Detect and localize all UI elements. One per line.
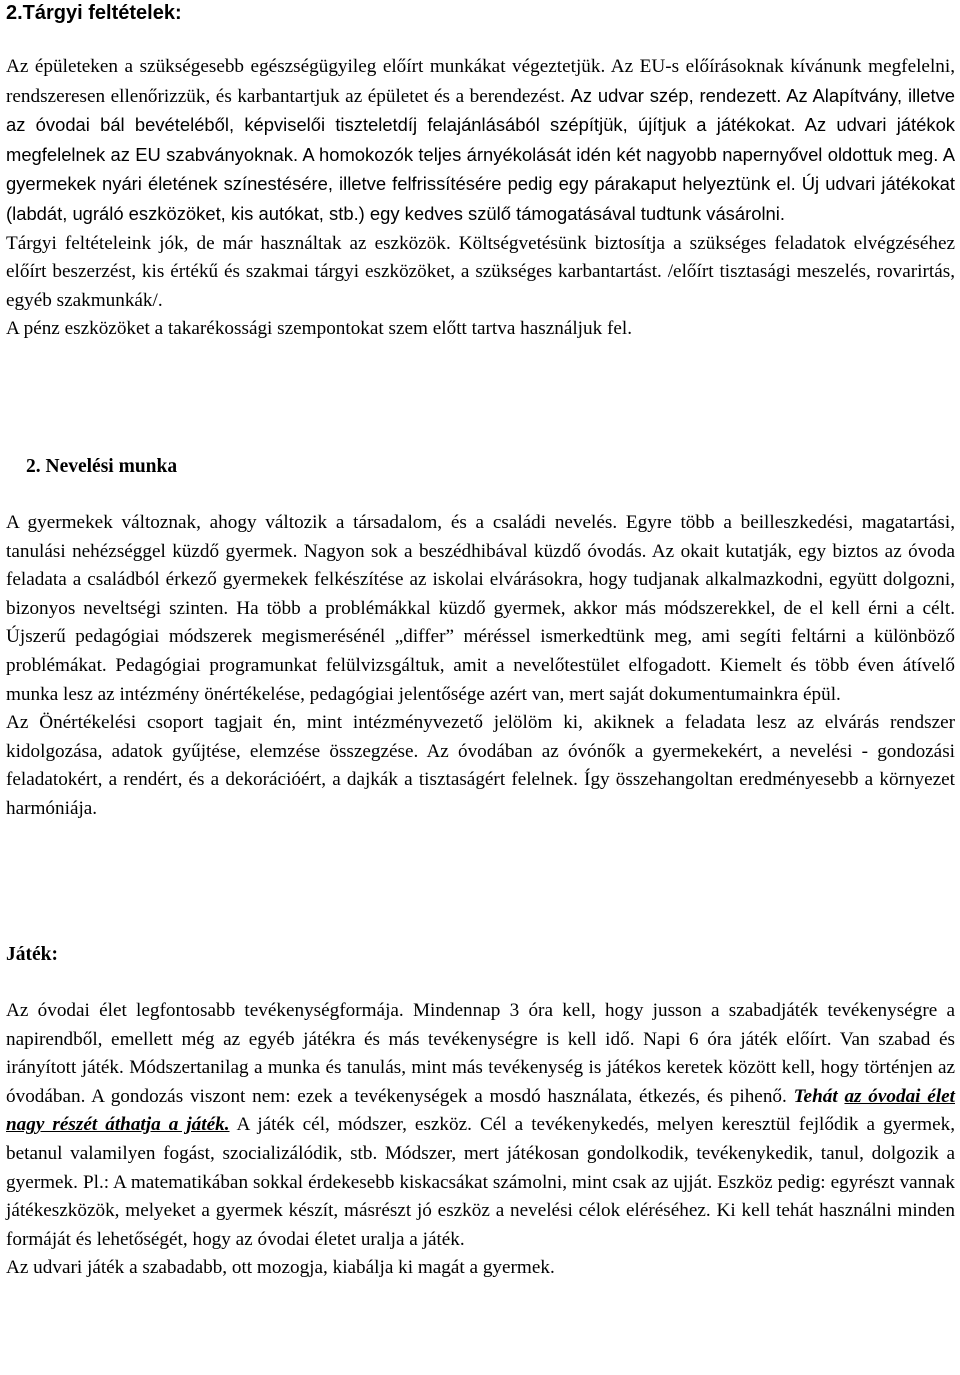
paragraph: A pénz eszközöket a takarékossági szempontokat szem előtt tartva használjuk fel.: [6, 318, 633, 340]
paragraph-text: A játék cél, módszer, eszköz. Cél a tevékenykedés, melyen keresztül fejlődik a gyermek, betanul valamilyen fogást, szocializálódik, stb. Módszer, mert játékosan gondolkodik, tevékenykedik, tanul, dolgozik a gyermek. Pl.: A matematikában sokkal érdekesebb kiskacsákat számolni, mint csak az ujját. Eszköz pedig: egyrészt vannak játékeszközök, melyeket a gyermek készít, másrészt jó eszköz a nevelési célok eléréséhez. Ki kell tehát használni minden formáját és lehetőségét, hogy az óvodai életet uralja a játék.: [6, 1114, 956, 1250]
paragraph: [6, 53, 955, 230]
section-body-nevelesi-munka: [6, 509, 955, 824]
emphasis-underlined-text: az óvodai élet nagy részét áthatja a játék.: [6, 1085, 955, 1136]
paragraph: [6, 997, 955, 1254]
paragraph-text-sans: Az udvar szép, rendezett. Az Alapítvány, illetve az óvodai bál bevételéből, képviselői tiszteletdíj felajánlásából szépítjük, újítjuk a játékokat. Az udvari játékok megfelelnek az EU szabványoknak. A homokozók teljes árnyékolását idén két nagyobb napernyővel oldottuk meg. A gyermekek nyári életének színestésére, illetve felfrissítésére pedig egy párakaput helyeztünk el. Új udvari játékokat (labdát, ugráló eszközöket, kis autókat, stb.) egy kedves szülő támogatásával tudtunk vásárolni.: [6, 84, 956, 224]
paragraph-text: Az óvodai élet legfontosabb tevékenységformája. Mindennap 3 óra kell, hogy jusson a szabadjáték tevékenységre a napirendből, emellett még az egyéb játékra és más tevékenységre is kell idő. Napi 6 óra játék előírt. Van szabad és irányított játék. Módszertanilag a munka és tanulás, mint más tevékenység is játékos keretek között kell, hogy történjen az óvodában. A gondozás viszont nem: ezek a tevékenységek a mosdó használata, étkezés, és pihenő.: [6, 1000, 955, 1107]
section-body-targyi-feltetelek: [6, 53, 955, 344]
paragraph-text: Az épületeken a szükségesebb egészségügyileg előírt munkákat végeztetjük. Az EU-s előírásoknak kívánunk megfelelni, rendszeresen ellenőrizzük, és karbantartjuk az épületet és a berendezést.: [6, 56, 955, 107]
paragraph: Tárgyi feltételeink jók, de már használtak az eszközök. Költségvetésünk biztosítja a szükséges feladatok elvégzéséhez előírt beszerzést, kis értékű és szakmai tárgyi eszközöket, a szükséges karbantartást. /előírt tisztasági meszelés, rovarirtás, egyéb szakmunkák/.: [6, 232, 955, 311]
paragraph: Az udvari játék a szabadabb, ott mozogja, kiabálja ki magát a gyermek.: [6, 1257, 555, 1279]
section-heading-nevelesi-munka: 2. Nevelési munka: [26, 456, 178, 477]
paragraph: Az Önértékelési csoport tagjait én, mint intézményvezető jelölöm ki, akiknek a feladata lesz az elvárás rendszer kidolgozása, adatok gyűjtése, elemzése összegzése. Az óvodában az óvónők a gyermekekért, a nevelési - gondozási feladatokért, a rendért, és a dekorációért, a dajkák a tisztaságért felelnek. Így összehangoltan eredményesebb a környezet harmóniája.: [6, 712, 955, 819]
section-heading-jatek: Játék:: [6, 944, 58, 965]
section-body-jatek: [6, 997, 955, 1283]
paragraph: A gyermekek változnak, ahogy változik a társadalom, és a családi nevelés. Egyre több a beilleszkedési, magatartási, tanulási nehézséggel küzdő gyermek. Nagyon sok a beszédhibával küzdő óvodás. Az okait kutatják, egy biztos az óvoda feladata a családból érkező gyermekek felkészítése az iskolai elvárásokra, hogy tudjanak alkalmazkodni, együtt dolgozni, bizonyos neveltségi szinten. Ha több a problémákkal küzdő gyermek, akkor más módszerekkel, de el kell érni a célt. Újszerű pedagógiai módszerek megismerésénél „differ” méréssel ismerkedtünk meg, ami segíti feltárni a különböző problémákat. Pedagógiai programunkat felülvizsgáltuk, amit a nevelőtestület elfogadott. Kiemelt és több éven átívelő munka lesz az intézmény önértékelése, pedagógiai jelentősége azért van, mert saját dokumentumainkra épül.: [6, 512, 955, 705]
section-heading-targyi-feltetelek: 2.Tárgyi feltételek:: [6, 2, 182, 24]
emphasis-text: Tehát: [793, 1085, 845, 1107]
